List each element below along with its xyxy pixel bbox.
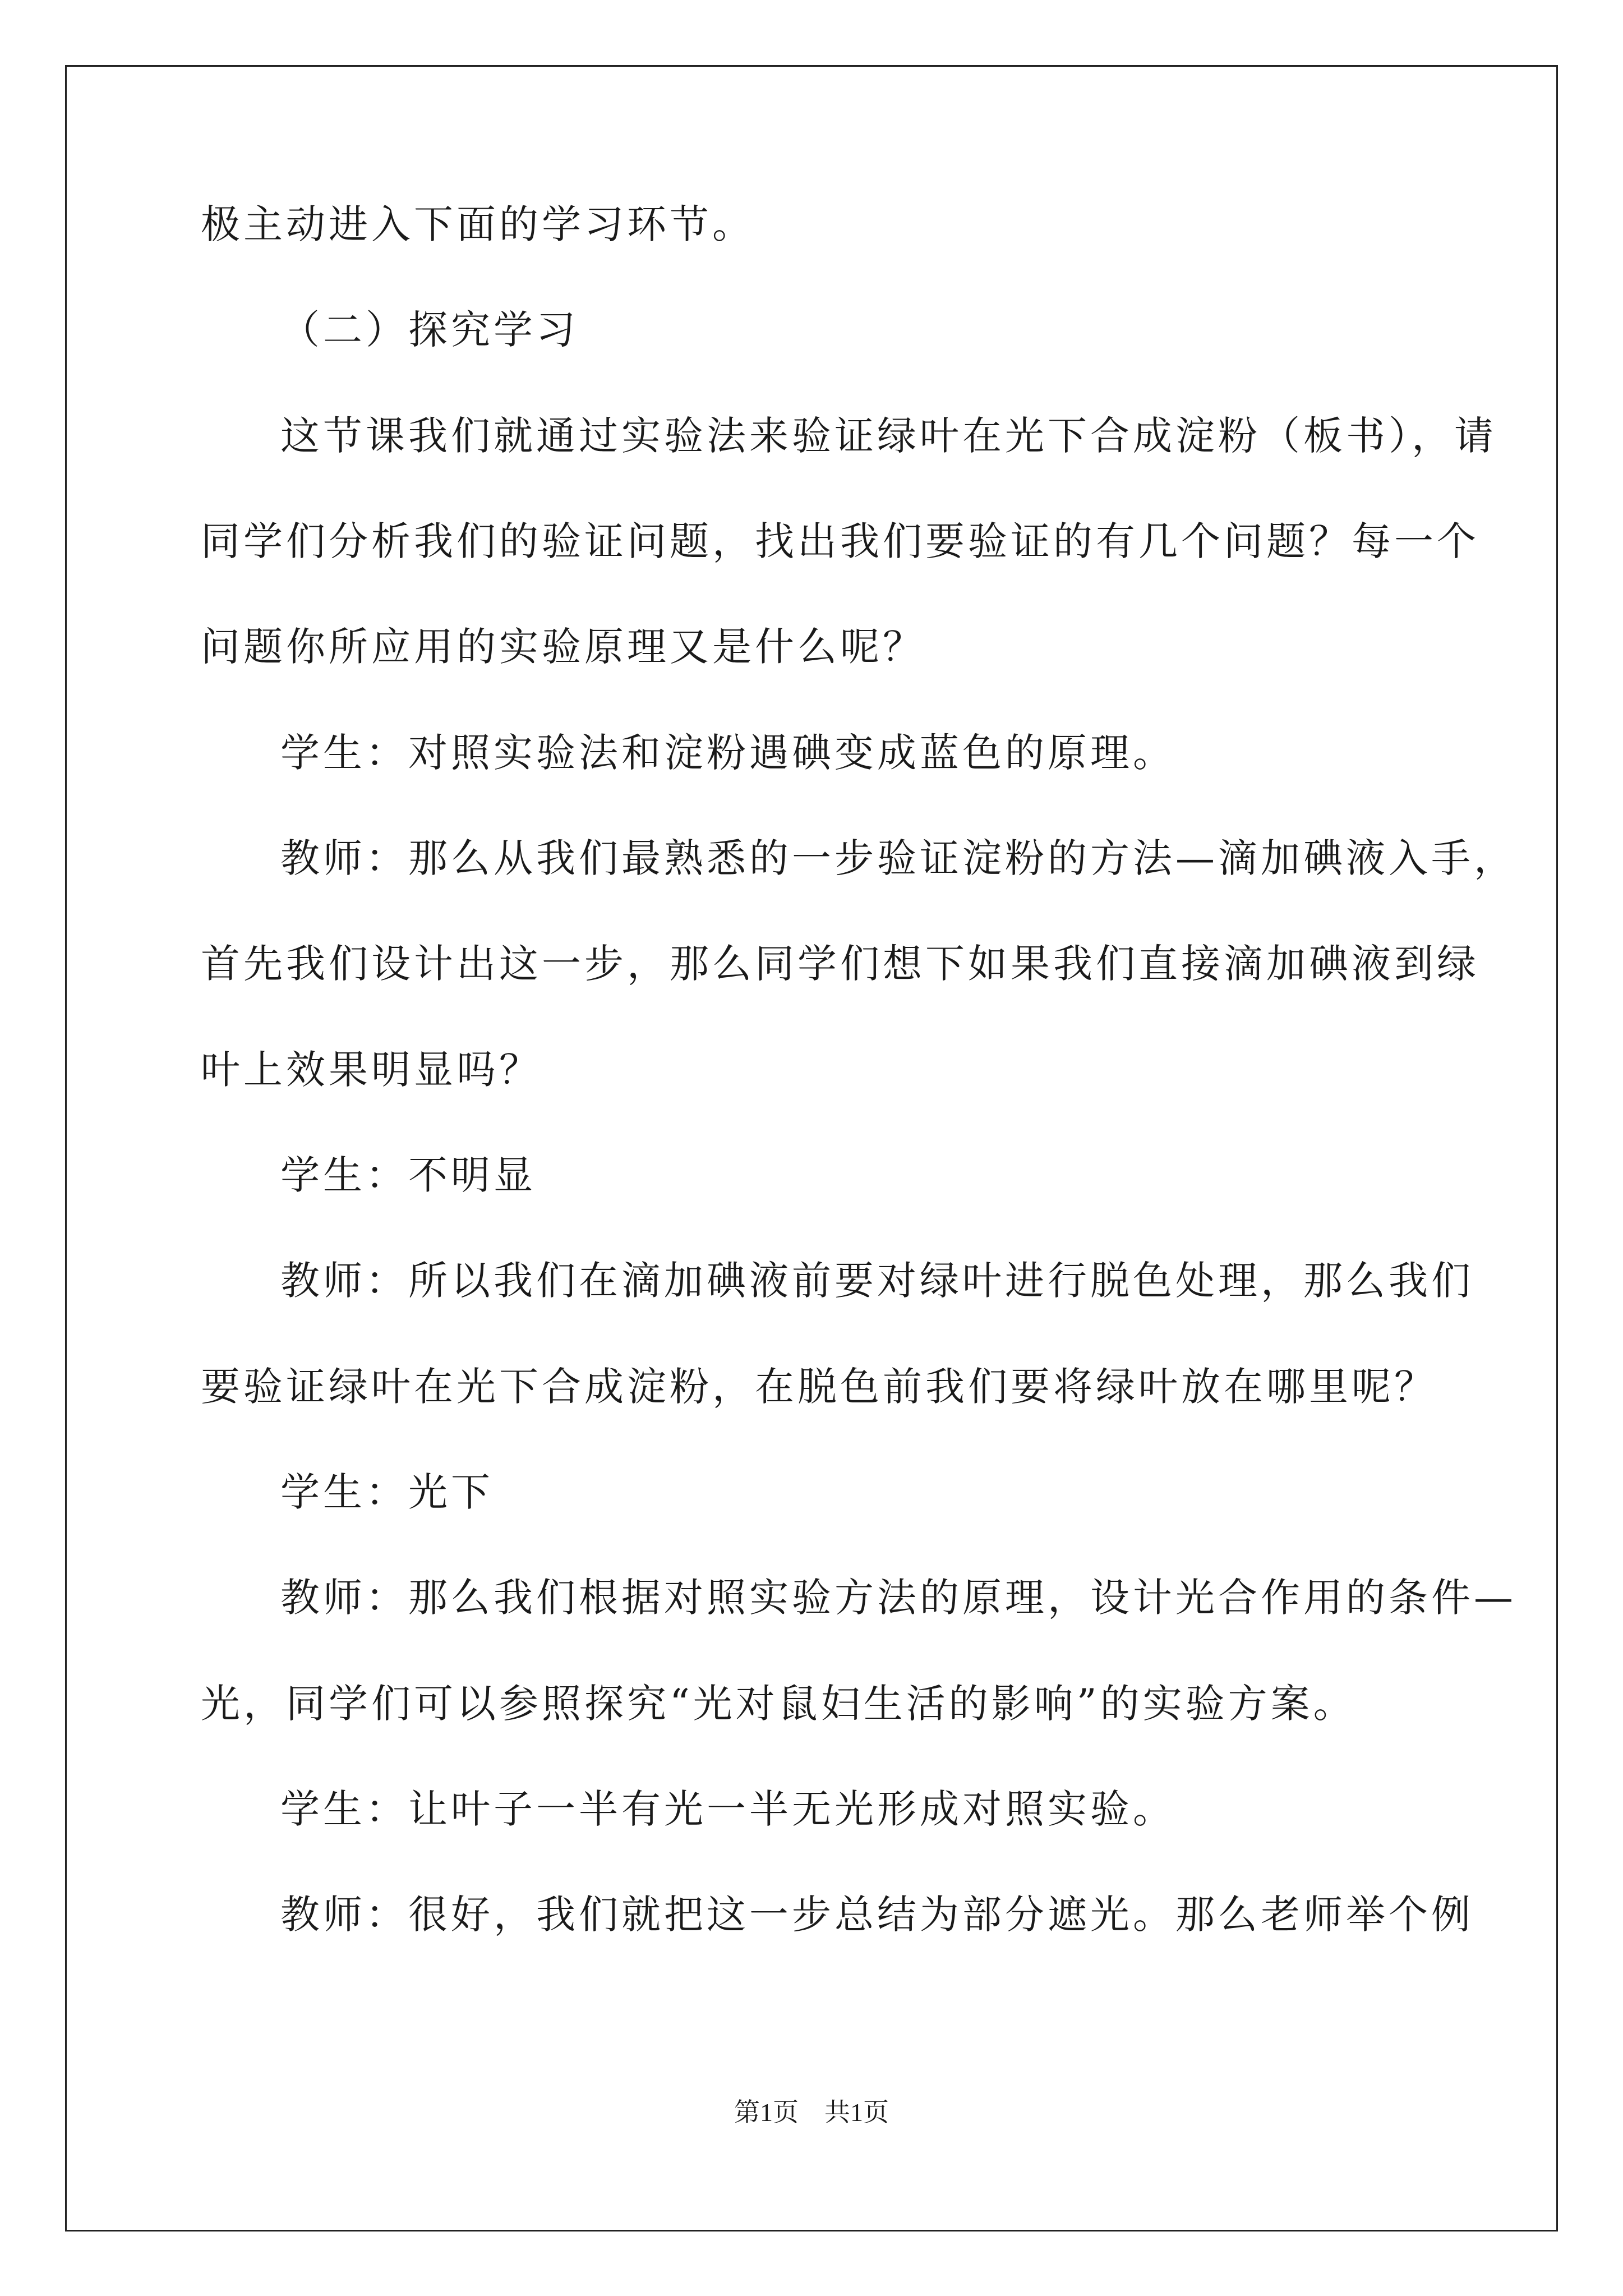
section-heading: （二）探究学习 (280, 307, 579, 353)
text-line-1: 极主动进入下面的学习环节。 (201, 201, 755, 247)
page-footer: 第1页 共1页 (734, 2098, 889, 2127)
text-line-13: 学生：光下 (280, 1469, 494, 1515)
text-line-4: 同学们分析我们的验证问题，找出我们要验证的有几个问题？每一个 (201, 518, 1479, 564)
text-line-12: 要验证绿叶在光下合成淀粉，在脱色前我们要将绿叶放在哪里呢？ (201, 1364, 1437, 1410)
text-line-17: 教师：很好，我们就把这一步总结为部分遮光。那么老师举个例 (280, 1892, 1474, 1938)
text-line-9: 叶上效果明显吗？ (201, 1047, 542, 1093)
text-line-10: 学生：不明显 (280, 1152, 536, 1198)
text-line-8: 首先我们设计出这一步，那么同学们想下如果我们直接滴加碘液到绿 (201, 941, 1479, 987)
text-line-11: 教师：所以我们在滴加碘液前要对绿叶进行脱色处理，那么我们 (280, 1258, 1474, 1304)
text-line-3: 这节课我们就通过实验法来验证绿叶在光下合成淀粉（板书），请 (280, 413, 1497, 459)
text-line-15: 光，同学们可以参照探究“光对鼠妇生活的影响”的实验方案。 (201, 1681, 1356, 1727)
text-line-5: 问题你所应用的实验原理又是什么呢？ (201, 624, 925, 670)
text-line-14: 教师：那么我们根据对照实验方法的原理，设计光合作用的条件— (280, 1575, 1516, 1621)
text-line-7: 教师：那么从我们最熟悉的一步验证淀粉的方法—滴加碘液入手， (280, 835, 1516, 881)
text-line-6: 学生：对照实验法和淀粉遇碘变成蓝色的原理。 (280, 730, 1175, 776)
text-line-16: 学生：让叶子一半有光一半无光形成对照实验。 (280, 1786, 1175, 1832)
